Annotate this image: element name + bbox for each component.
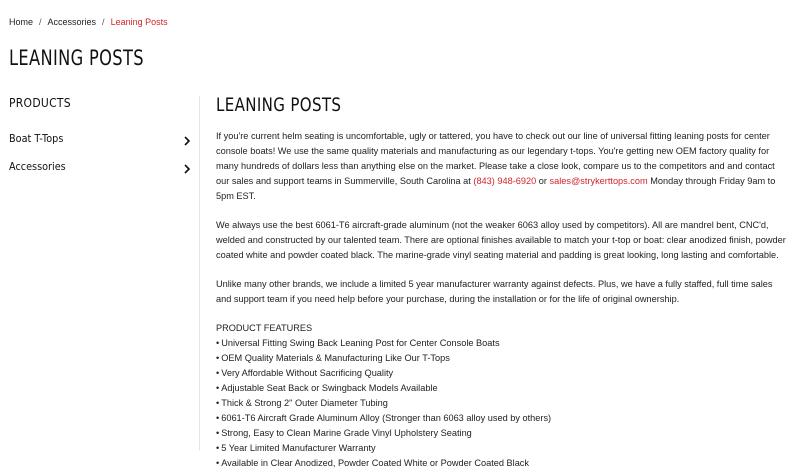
sidebar-heading: PRODUCTS (9, 96, 71, 110)
list-item (216, 366, 786, 381)
features-heading: PRODUCT FEATURES (216, 323, 313, 333)
breadcrumb-separator: / (39, 17, 42, 27)
bullet: • (216, 383, 220, 393)
intro-or-text: or (536, 176, 550, 186)
feature-text: 5 Year Limited Manufacturer Warranty (221, 443, 376, 453)
intro-paragraph (216, 129, 786, 204)
feature-text: Thick & Strong 2" Outer Diameter Tubing (221, 398, 388, 408)
chevron-right-icon[interactable] (183, 133, 191, 143)
intro-hours-text: Monday through Friday 9am to 5pm EST. (216, 176, 776, 201)
intro-text: If you're current helm seating is uncomfortable, ugly or tattered, you have to check out our line of universal fitting leaning posts for center console boats! We use the same quality materials and manufacturing as our legendary t-tops. You're getting new OEM factory quality for many hundreds of dollars less than anything else on the market. Please take a close look, compare us to the competitors and and contact our sales and support teams in Summerville, South Carolina at (216, 131, 775, 186)
email-link[interactable]: sales@strykerttops.com (549, 176, 648, 186)
breadcrumb-separator: / (102, 17, 105, 27)
content-title: LEANING POSTS (216, 94, 342, 116)
list-item (216, 351, 786, 366)
list-item (216, 456, 786, 471)
list-item (216, 381, 786, 396)
breadcrumb (9, 17, 168, 27)
product-features (216, 321, 786, 471)
list-item (216, 426, 786, 441)
main-content (216, 94, 786, 471)
phone-link[interactable]: (843) 948-6920 (473, 176, 537, 186)
features-list (216, 336, 786, 471)
feature-text: Very Affordable Without Sacrificing Quality (221, 368, 394, 378)
bullet: • (216, 428, 220, 438)
bullet: • (216, 368, 220, 378)
sidebar-item-accessories[interactable] (9, 152, 191, 180)
bullet: • (216, 443, 220, 453)
sidebar-item-boat-t-tops[interactable] (9, 124, 191, 152)
feature-text: Universal Fitting Swing Back Leaning Post for Center Console Boats (221, 338, 500, 348)
bullet: • (216, 338, 220, 348)
chevron-right-icon[interactable] (183, 161, 191, 171)
sidebar-divider (199, 96, 200, 450)
bullet: • (216, 458, 220, 468)
warranty-paragraph: Unlike many other brands, we include a limited 5 year manufacturer warranty against defects. Plus, we have a fully staffed, full time sales and support team if you need help before your purchase, during the installation or for the life of original ownership. (216, 279, 773, 304)
materials-paragraph: We always use the best 6061-T6 aircraft-grade aluminum (not the weaker 6063 alloy used by competitors). All are mandrel bent, CNC'd, welded and constructed by our talented team. There are optional finishes available to match your t-top or boat: clear anodized finish, powder coated white and powder coated black. The marine-grade vinyl seating material and padding is great looking, long lasting and comfortable. (216, 220, 786, 260)
breadcrumb-current: Leaning Posts (110, 17, 168, 27)
breadcrumb-home-link[interactable]: Home (9, 17, 34, 27)
feature-text: Available in Clear Anodized, Powder Coated White or Powder Coated Black (221, 458, 529, 468)
bullet: • (216, 413, 220, 423)
feature-text: OEM Quality Materials & Manufacturing Like Our T-Tops (221, 353, 450, 363)
bullet: • (216, 353, 220, 363)
list-item (216, 411, 786, 426)
breadcrumb-accessories-link[interactable]: Accessories (47, 17, 97, 27)
sidebar-item-label: Accessories (9, 159, 66, 173)
bullet: • (216, 398, 220, 408)
list-item (216, 336, 786, 351)
sidebar (9, 96, 191, 180)
page-title: LEANING POSTS (9, 46, 144, 70)
feature-text: Adjustable Seat Back or Swingback Models Available (221, 383, 438, 393)
sidebar-item-label: Boat T-Tops (9, 131, 64, 145)
list-item (216, 441, 786, 456)
feature-text: 6061-T6 Aircraft Grade Aluminum Alloy (Stronger than 6063 alloy used by others) (221, 413, 552, 423)
list-item (216, 396, 786, 411)
feature-text: Strong, Easy to Clean Marine Grade Vinyl Upholstery Seating (221, 428, 472, 438)
